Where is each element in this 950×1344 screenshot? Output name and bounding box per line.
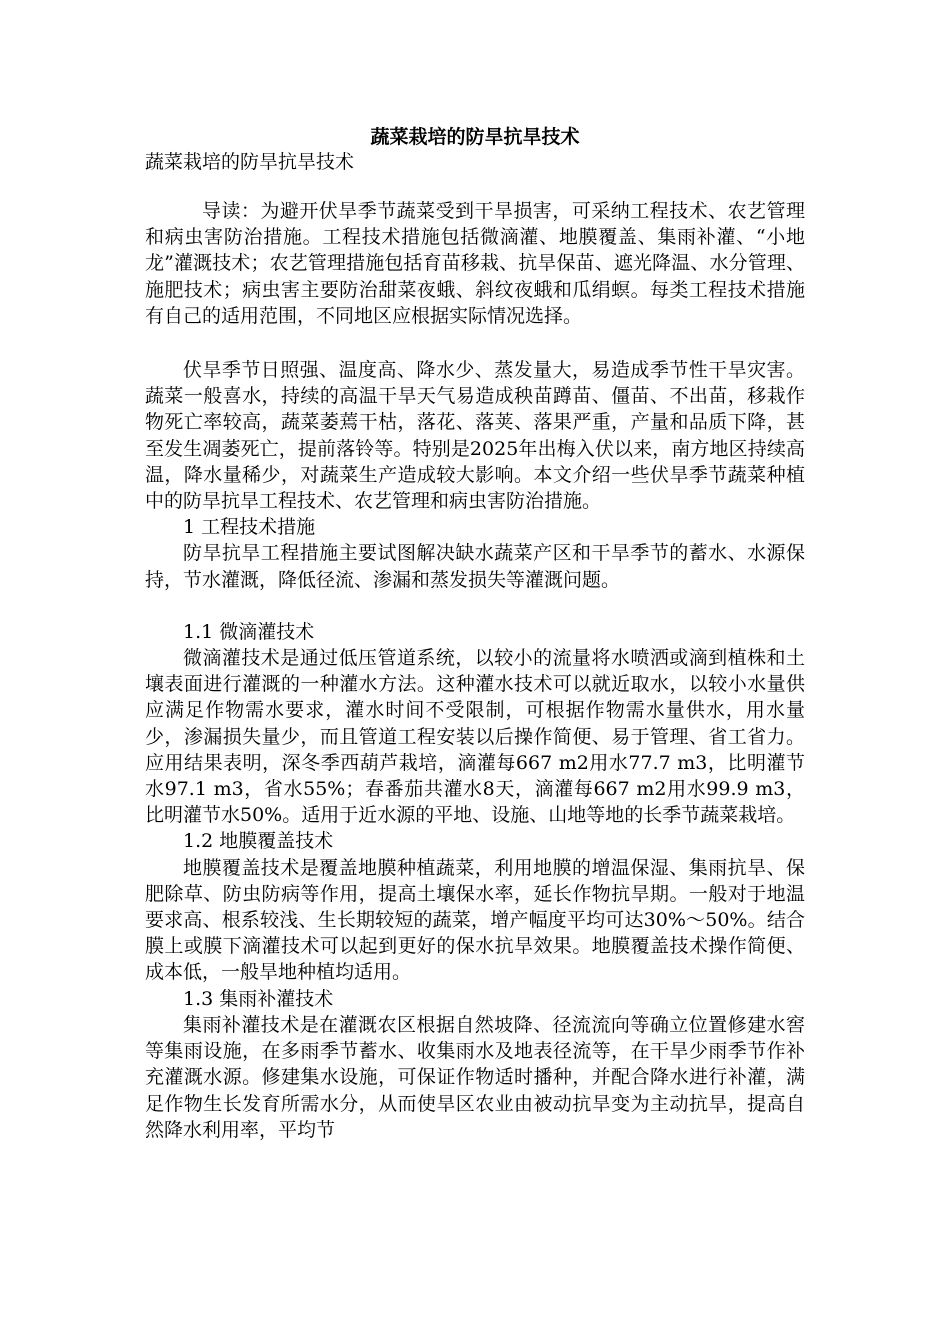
document-body	[145, 198, 805, 1143]
section-heading-1-2: 1.2 地膜覆盖技术	[183, 830, 334, 853]
section-text-1-1: 微滴灌技术是通过低压管道系统，以较小的流量将水喷洒或滴到植株和土壤表面进行灌溉的一种灌水方法。这种灌水技术可以就近取水，以较小水量供应满足作物需水要求，灌水时间不受限制，可根据作物需水量供水，用水量少，渗漏损失量少，而且管道工程安装以后操作简便、易于管理、省工省力。应用结果表明，深冬季西葫芦栽培，滴灌每667 m2用水77.7 m3，比明灌节水97.1 m3，省水55%；春番茄共灌水8天，滴灌每667 m2用水99.9 m3，比明灌节水50%。适用于近水源的平地、设施、山地等地的长季节蔬菜栽培。	[145, 647, 805, 827]
document-subtitle: 蔬菜栽培的防旱抗旱技术	[145, 151, 355, 173]
intro-paragraph: 导读：为避开伏旱季节蔬菜受到干旱损害，可采纳工程技术、农艺管理和病虫害防治措施。工程技术措施包括微滴灌、地膜覆盖、集雨补灌、“小地龙”灌溉技术；农艺管理措施包括育苗移栽、抗旱保苗、遮光降温、水分管理、施肥技术；病虫害主要防治甜菜夜蛾、斜纹夜蛾和瓜绢螟。每类工程技术措施有自己的适用范围，不同地区应根据实际情况选择。	[145, 200, 805, 327]
spacer	[145, 593, 805, 619]
section-text-1-2: 地膜覆盖技术是覆盖地膜种植蔬菜，利用地膜的增温保湿、集雨抗旱、保肥除草、防虫防病等作用，提高土壤保水率，延长作物抗旱期。一般对于地温要求高、根系较浅、生长期较短的蔬菜，增产幅度平均可达30%～50%。结合膜上或膜下滴灌技术可以起到更好的保水抗旱效果。地膜覆盖技术操作简便、成本低，一般旱地种植均适用。	[145, 856, 805, 984]
paragraph-background: 伏旱季节日照强、温度高、降水少、蒸发量大，易造成季节性干旱灾害。蔬菜一般喜水，持续的高温干旱天气易造成秧苗蹲苗、僵苗、不出苗，移栽作物死亡率较高，蔬菜萎蔫干枯，落花、落荚、落果严重，产量和品质下降，甚至发生凋萎死亡，提前落铃等。特别是2025年出梅入伏以来，南方地区持续高温，降水量稀少，对蔬菜生产造成较大影响。本文介绍一些伏旱季节蔬菜种植中的防旱抗旱工程技术、农艺管理和病虫害防治措施。	[145, 359, 805, 513]
section-text-1: 防旱抗旱工程措施主要试图解决缺水蔬菜产区和干旱季节的蓄水、水源保持，节水灌溉，降低径流、渗漏和蒸发损失等灌溉问题。	[145, 542, 805, 591]
document-title: 蔬菜栽培的防旱抗旱技术	[370, 126, 580, 148]
section-text-1-3: 集雨补灌技术是在灌溉农区根据自然坡降、径流流向等确立位置修建水窖等集雨设施，在多雨季节蓄水、收集雨水及地表径流等，在干旱少雨季节作补充灌溉水源。修建集水设施，可保证作物适时播种，并配合降水进行补灌，满足作物生长发育所需水分，从而使旱区农业由被动抗旱变为主动抗旱，提高自然降水利用率，平均节	[145, 1013, 805, 1141]
spacer	[145, 329, 805, 357]
section-heading-1: 1 工程技术措施	[183, 516, 316, 539]
section-heading-1-1: 1.1 微滴灌技术	[183, 620, 315, 643]
section-heading-1-3: 1.3 集雨补灌技术	[183, 987, 334, 1010]
